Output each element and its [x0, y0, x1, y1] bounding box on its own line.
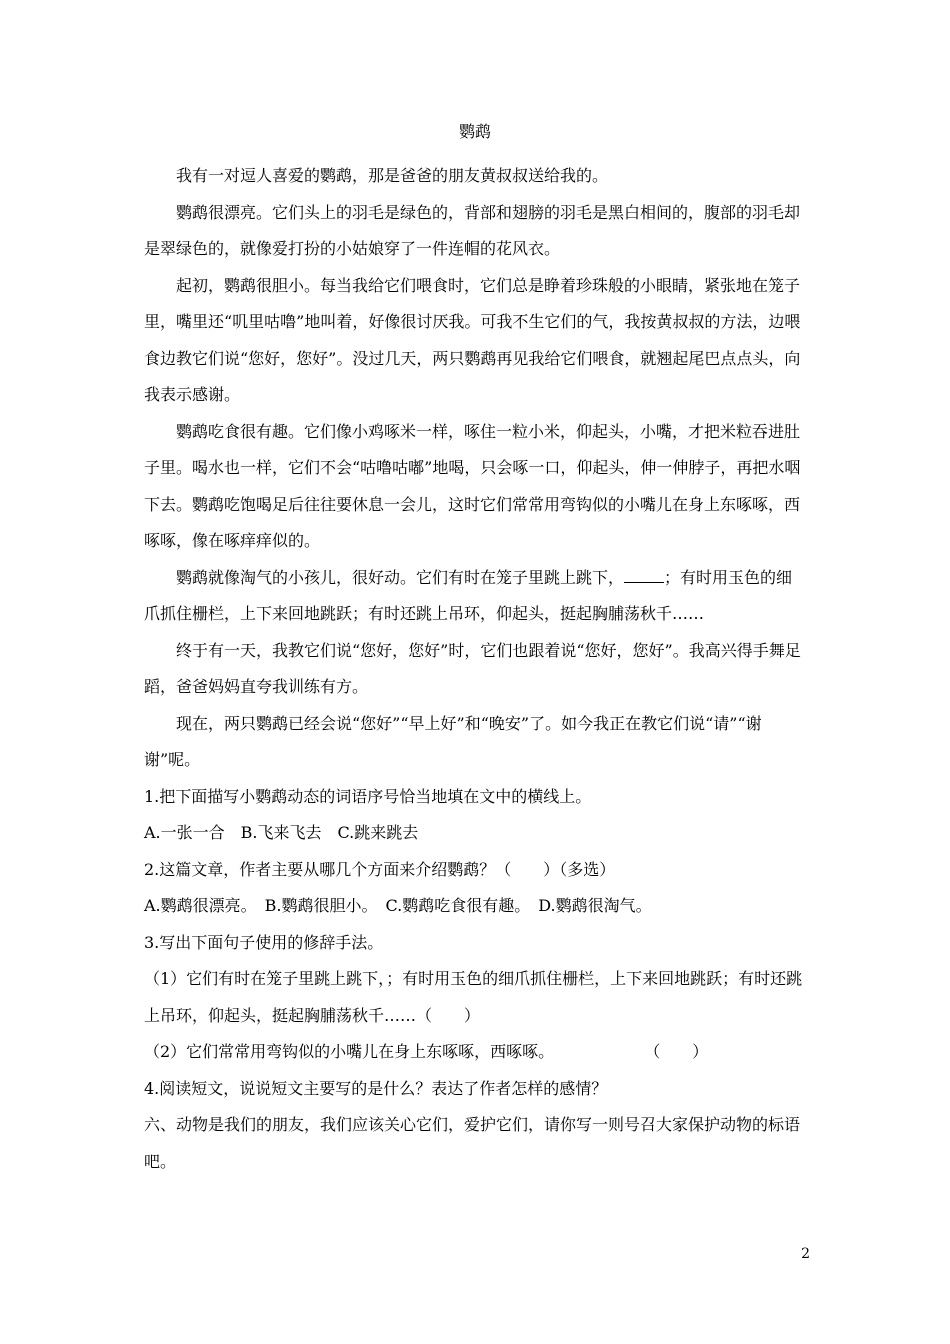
article-content [144, 158, 808, 1180]
paragraph-intro: 我有一对逗人喜爱的鹦鹉，那是爸爸的朋友黄叔叔送给我的。 [176, 166, 609, 185]
question-1-options: A.一张一合 B.飞来飞去 C.跳来跳去 [144, 823, 419, 842]
question-3-1: （1）它们有时在笼子里跳上跳下，；有时用玉色的细爪抓住栅栏，上下来回地跳跃；有时还跳上吊环，仰起头，挺起胸脯荡秋千……（ ） [144, 969, 803, 1025]
question-3-2-text: （2）它们常常用弯钩似的小嘴儿在身上东啄啄，西啄啄。 [144, 1042, 555, 1061]
paragraph-now: 现在，两只鹦鹉已经会说“您好”“早上好”和“晚安”了。如今我正在教它们说“请”“谢谢”呢。 [144, 713, 762, 769]
question-3-2 [144, 1034, 808, 1071]
paragraph-playful-before: 鹦鹉就像淘气的小孩儿，很好动。它们有时在笼子里跳上跳下， [176, 567, 625, 587]
paragraph-playful [144, 560, 808, 633]
paragraph-speak: 终于有一天，我教它们说“您好，您好”时，它们也跟着说“您好，您好”。我高兴得手舞足蹈，爸爸妈妈直夸我训练有方。 [144, 640, 801, 696]
question-4: 4.阅读短文，说说短文主要写的是什么？表达了作者怎样的感情？ [144, 1078, 608, 1098]
paragraph-eating: 鹦鹉吃食很有趣。它们像小鸡啄米一样，啄住一粒小米，仰起头，小嘴，才把米粒吞进肚子里。喝水也一样，它们不会“咕噜咕嘟”地喝，只会啄一口，仰起头，伸一伸脖子，再把水咽下去。鹦鹉吃饱喝足后往往要休息一会儿，这时它们常常用弯钩似的小嘴儿在身上东啄啄，西啄啄，像在啄痒痒似的。 [144, 421, 801, 550]
fill-blank-line[interactable] [624, 568, 664, 583]
question-6: 六、动物是我们的朋友，我们应该关心它们，爱护它们，请你写一则号召大家保护动物的标语吧。 [144, 1115, 801, 1171]
question-2-options: A.鹦鹉很漂亮。 B.鹦鹉很胆小。 C.鹦鹉吃食很有趣。 D.鹦鹉很淘气。 [144, 896, 652, 915]
page-number: 2 [801, 1246, 810, 1262]
article-title: 鹦鹉 [458, 122, 491, 141]
question-3-2-paren: （ ） [644, 1042, 709, 1061]
question-1: 1.把下面描写小鹦鹉动态的词语序号恰当地填在文中的横线上。 [144, 786, 592, 806]
question-3: 3.写出下面句子使用的修辞手法。 [144, 932, 384, 952]
question-2: 2.这篇文章，作者主要从哪几个方面来介绍鹦鹉？（ ）（多选） [144, 859, 616, 879]
paragraph-appearance: 鹦鹉很漂亮。它们头上的羽毛是绿色的，背部和翅膀的羽毛是黑白相间的，腹部的羽毛却是翠绿色的，就像爱打扮的小姑娘穿了一件连帽的花风衣。 [144, 202, 801, 258]
paragraph-timid: 起初，鹦鹉很胆小。每当我给它们喂食时，它们总是睁着珍珠般的小眼睛，紧张地在笼子里，嘴里还“叽里咕噜”地叫着，好像很讨厌我。可我不生它们的气，我按黄叔叔的方法，边喂食边教它们说“您好，您好”。没过几天，两只鹦鹉再见我给它们喂食，就翘起尾巴点点头，向我表示感谢。 [144, 275, 801, 404]
paragraph-playful-after: ；有时用玉色的细爪抓住栅栏，上下来回地跳跃；有时还跳上吊环，仰起头，挺起胸脯荡秋千…… [144, 567, 793, 623]
